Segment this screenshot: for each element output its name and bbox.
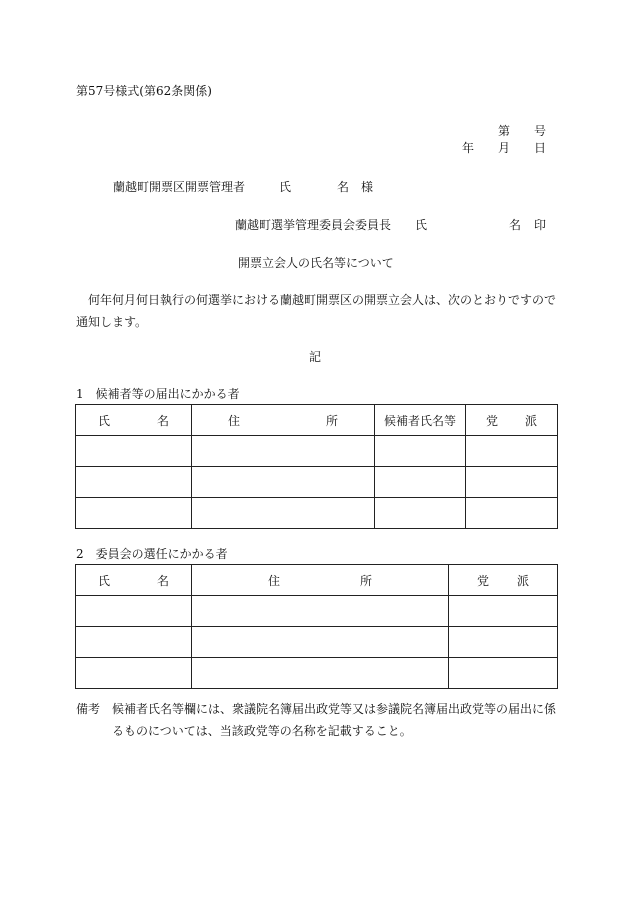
name-cell[interactable]	[76, 627, 192, 658]
party-cell[interactable]	[449, 627, 558, 658]
party-cell[interactable]	[449, 596, 558, 627]
ki-heading: 記	[309, 350, 322, 364]
party-cell[interactable]	[466, 436, 558, 467]
party-cell[interactable]	[466, 467, 558, 498]
header-to: 党	[486, 413, 499, 428]
sender-mei: 名	[509, 218, 522, 232]
name-cell[interactable]	[76, 596, 192, 627]
name-cell[interactable]	[76, 436, 192, 467]
address-cell[interactable]	[192, 596, 449, 627]
section2-header-party	[449, 565, 558, 596]
section1-title: 1 候補者等の届出にかかる者	[76, 387, 240, 401]
section2-header-row	[76, 565, 558, 596]
section1-header-address	[192, 405, 375, 436]
header-mei: 名	[156, 573, 169, 588]
sender-org: 蘭越町選挙管理委員会委員長	[235, 218, 392, 232]
section1-table	[75, 404, 558, 529]
name-cell[interactable]	[76, 467, 192, 498]
section2-title: 2 委員会の選任にかかる者	[76, 547, 228, 561]
sender-shi: 氏	[415, 218, 428, 232]
header-ju: 住	[228, 413, 241, 428]
candidate-cell[interactable]	[375, 498, 466, 529]
section1-header-name	[76, 405, 192, 436]
address-cell[interactable]	[192, 627, 449, 658]
header-shi: 氏	[98, 413, 111, 428]
table-row	[76, 627, 558, 658]
addressee-sama: 様	[361, 180, 374, 194]
header-shi: 氏	[98, 573, 111, 588]
candidate-cell[interactable]	[375, 436, 466, 467]
date-year: 年	[462, 141, 475, 155]
header-ju: 住	[268, 573, 281, 588]
date-day: 日	[534, 141, 547, 155]
number-dai: 第	[498, 124, 511, 138]
name-cell[interactable]	[76, 498, 192, 529]
header-mei: 名	[156, 413, 169, 428]
section1-header-row	[76, 405, 558, 436]
header-sho: 所	[325, 413, 338, 428]
table-row	[76, 596, 558, 627]
address-cell[interactable]	[192, 436, 375, 467]
form-number-label: 第57号様式(第62条関係)	[76, 84, 212, 98]
header-ha: 派	[516, 573, 529, 588]
address-cell[interactable]	[192, 467, 375, 498]
party-cell[interactable]	[466, 498, 558, 529]
table-row	[76, 467, 558, 498]
subject-title: 開票立会人の氏名等について	[238, 256, 394, 270]
addressee-shi: 氏	[279, 180, 292, 194]
body-paragraph: 何年何月何日執行の何選挙における蘭越町開票区の開票立会人は、次のとおりですので通知します。	[76, 293, 557, 329]
seal-mark: 印	[534, 218, 547, 232]
address-cell[interactable]	[192, 658, 449, 689]
table-row	[76, 436, 558, 467]
section2-table	[75, 564, 558, 689]
date-month: 月	[498, 141, 511, 155]
header-candidate: 候補者氏名等	[383, 413, 456, 428]
candidate-cell[interactable]	[375, 467, 466, 498]
header-to: 党	[477, 573, 490, 588]
number-go: 号	[534, 124, 547, 138]
section2-header-name	[76, 565, 192, 596]
table-row	[76, 498, 558, 529]
remarks-text: 候補者氏名等欄には、衆議院名簿届出政党等又は参議院名簿届出政党等の届出に係るものについては、当該政党等の名称を記載すること。	[112, 702, 557, 738]
address-cell[interactable]	[192, 498, 375, 529]
header-sho: 所	[359, 573, 372, 588]
party-cell[interactable]	[449, 658, 558, 689]
section2-header-address	[192, 565, 449, 596]
name-cell[interactable]	[76, 658, 192, 689]
section1-header-party	[466, 405, 558, 436]
addressee-mei: 名	[337, 180, 350, 194]
remarks	[76, 698, 566, 742]
remarks-label: 備考	[76, 702, 101, 716]
header-ha: 派	[524, 413, 537, 428]
section1-header-candidate	[375, 405, 466, 436]
addressee-org: 蘭越町開票区開票管理者	[113, 180, 246, 194]
table-row	[76, 658, 558, 689]
